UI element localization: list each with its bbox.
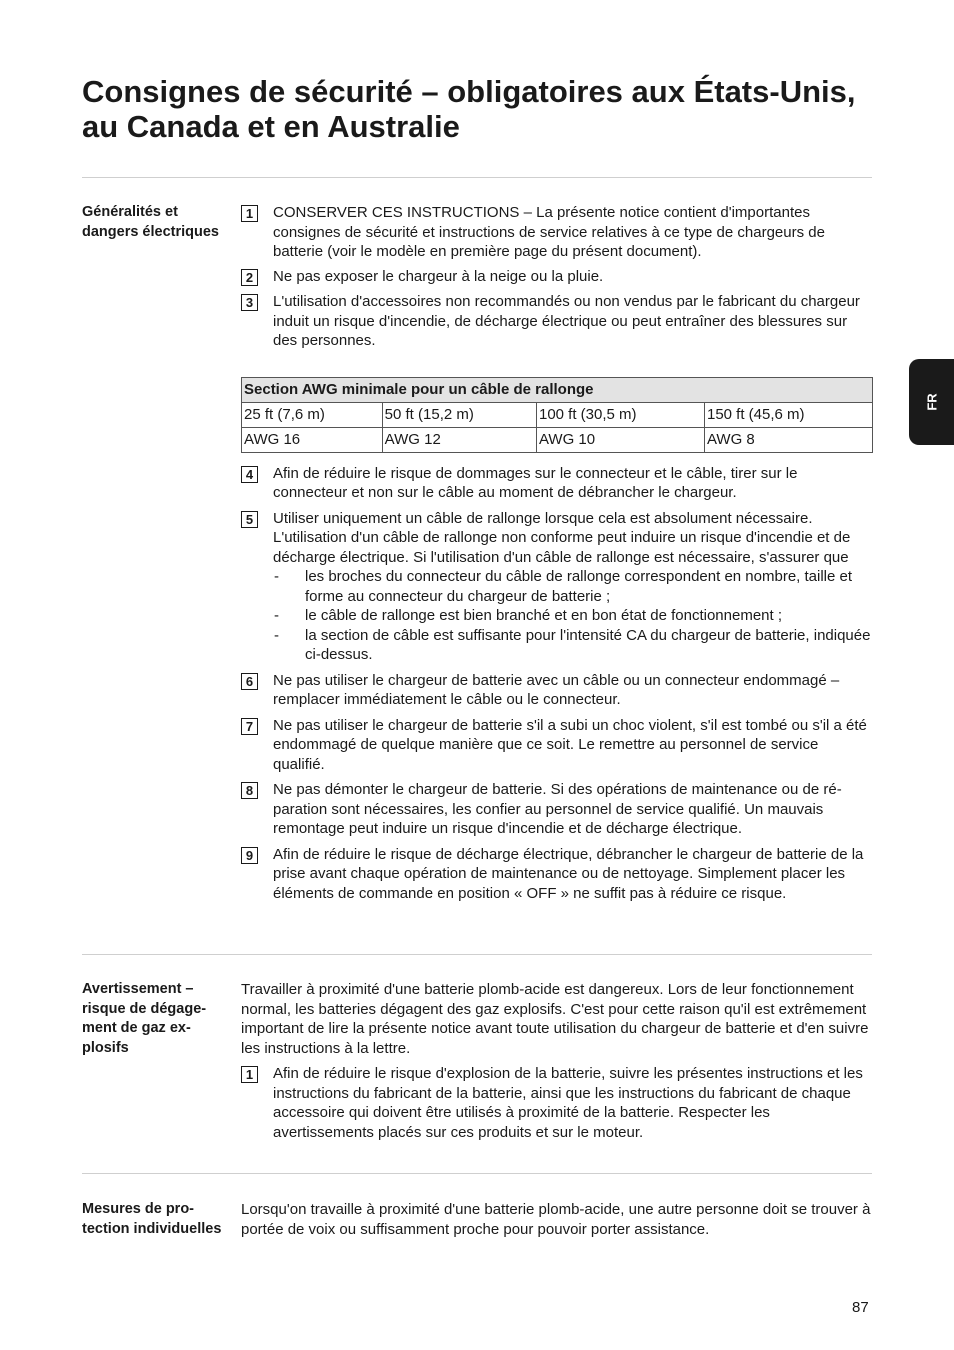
- dash-bullet: -: [274, 568, 279, 585]
- list-item: [241, 780, 873, 839]
- dash-bullet: -: [274, 626, 279, 644]
- section-divider: [82, 177, 872, 178]
- table-cell: AWG 12: [382, 427, 536, 452]
- list-item: [241, 1064, 873, 1142]
- item-text: Ne pas utiliser le chargeur de batterie s'il a subi un choc violent, s'il est tombé ou s'il a été endommagé de quelque manière que ce soit. Le remettre au personnel de service qualifié.: [273, 716, 867, 773]
- sub-list-text: le câble de rallonge est bien branché et en bon état de fonctionnement ;: [305, 607, 783, 624]
- item-text: Utiliser uniquement un câble de rallonge lorsque cela est absolument nécessaire. L'utilisation d'un câble de rallonge non conforme peut induire un risque d'incendie et de décharge électrique. Si l'utilisation d'un câble de rallonge est nécessaire, s'assurer que: [273, 509, 851, 566]
- sub-list-item: [273, 567, 873, 606]
- section-personal-protection-content: [241, 1200, 873, 1239]
- item-text: CONSERVER CES INSTRUCTIONS – La présente notice contient d'importantes consignes de sécurité et instructions de service relatives à ce type de chargeurs de batterie (voir le modèle en première page du présent document).: [273, 204, 825, 260]
- item-number: 1: [241, 205, 258, 222]
- section-divider: [82, 954, 872, 955]
- section-divider: [82, 1173, 872, 1174]
- item-text: Ne pas exposer le chargeur à la neige ou la pluie.: [273, 267, 604, 285]
- awg-table: [241, 377, 873, 453]
- table-cell: AWG 8: [704, 427, 872, 452]
- item-number: 2: [241, 269, 258, 286]
- table-cell: AWG 16: [242, 427, 383, 452]
- sub-list: [273, 567, 873, 665]
- table-cell: AWG 10: [536, 427, 704, 452]
- sub-list-text: les broches du connecteur du câble de rallonge correspondent en nombre, taille et forme au connecteur du chargeur de batterie ;: [305, 568, 853, 605]
- item-number: 8: [241, 782, 258, 799]
- section-label-general: Généralités et dangers électriques: [82, 204, 219, 240]
- section-label-personal-protection: Mesures de protection individuelles: [82, 1201, 222, 1237]
- list-item: [241, 716, 873, 775]
- sub-list-item: [273, 626, 873, 665]
- list-item: [241, 845, 873, 904]
- table-cell: 25 ft (7,6 m): [242, 402, 383, 427]
- table-cell: 50 ft (15,2 m): [382, 402, 536, 427]
- table-row: [242, 402, 873, 427]
- list-item: [241, 509, 873, 665]
- table-cell: 150 ft (45,6 m): [704, 402, 872, 427]
- item-number: 4: [241, 466, 258, 483]
- item-text: Afin de réduire le risque de dommages sur le connecteur et le câble, tirer sur le connecteur et non sur le câble au moment de débrancher le chargeur.: [273, 464, 798, 501]
- sub-list-text: la section de câble est suffisante pour l'intensité CA du chargeur de batterie, indiquée ci-dessus.: [305, 626, 871, 663]
- item-number: 1: [241, 1066, 258, 1083]
- table-row: [242, 427, 873, 452]
- item-number: 6: [241, 673, 258, 690]
- section-general-content: [241, 203, 873, 903]
- language-tab: [909, 359, 954, 445]
- language-tab-label: FR: [924, 393, 939, 411]
- item-text: Afin de réduire le risque de décharge électrique, débrancher le chargeur de batterie de la prise avant chaque opération de maintenance ou de nettoyage. Simplement placer les éléments de commande en position « OFF » ne suffit pas à réduire ce risque.: [273, 845, 864, 902]
- item-text: Ne pas utiliser le chargeur de batterie avec un câble ou un connecteur endommagé – remplacer immédiatement le câble ou le connecteur.: [273, 671, 840, 708]
- section-explosive-gas-content: [241, 980, 873, 1142]
- item-number: 5: [241, 511, 258, 528]
- list-item: [241, 292, 873, 351]
- section-label-explosive-gas: Avertissement – risque de dégagement de gaz explosifs: [82, 981, 207, 1056]
- list-item: [241, 671, 873, 710]
- table-cell: 100 ft (30,5 m): [536, 402, 704, 427]
- page-title: Consignes de sécurité – obligatoires aux États-Unis, au Canada et en Australie: [82, 74, 856, 144]
- item-number: 9: [241, 847, 258, 864]
- item-number: 3: [241, 294, 258, 311]
- section-intro: Travailler à proximité d'une batterie plomb-acide est dangereux. Lors de leur fonctionnement normal, les batteries dégagent des gaz explosifs. C'est pour cette raison qu'il est extrêmement important de lire la présente notice avant toute utilisation du chargeur de batterie et d'en suivre les instructions à la lettre.: [241, 981, 869, 1057]
- list-item: [241, 203, 873, 262]
- item-text: Ne pas démonter le chargeur de batterie. Si des opérations de maintenance ou de réparation sont nécessaires, les confier au personnel de service qualifié. Un mauvais remontage peut induire un risque d'incendie et de décharge électrique.: [273, 781, 842, 837]
- dash-bullet: -: [274, 607, 279, 624]
- item-text: Afin de réduire le risque d'explosion de la batterie, suivre les présentes instructions et les instructions du fabricant de la batterie, ainsi que les instructions du fabricant de chaque accessoire qui doivent être utilisés à proximité de la batterie. Respecter les avertissements placés sur ces produits et sur le moteur.: [273, 1065, 863, 1141]
- item-text: L'utilisation d'accessoires non recommandés ou non vendus par le fabricant du chargeur induit un risque d'incendie, de décharge électrique ou peut entraîner des blessures sur des personnes.: [273, 293, 860, 349]
- list-item: [241, 267, 873, 287]
- page-number: 87: [852, 1299, 869, 1316]
- item-number: 7: [241, 718, 258, 735]
- awg-table-header: Section AWG minimale pour un câble de rallonge: [242, 377, 873, 402]
- sub-list-item: [273, 606, 873, 626]
- list-item: [241, 464, 873, 503]
- section-text: Lorsqu'on travaille à proximité d'une batterie plomb-acide, une autre personne doit se trouver à portée de voix ou suffisamment proche pour pouvoir porter assistance.: [241, 1201, 871, 1238]
